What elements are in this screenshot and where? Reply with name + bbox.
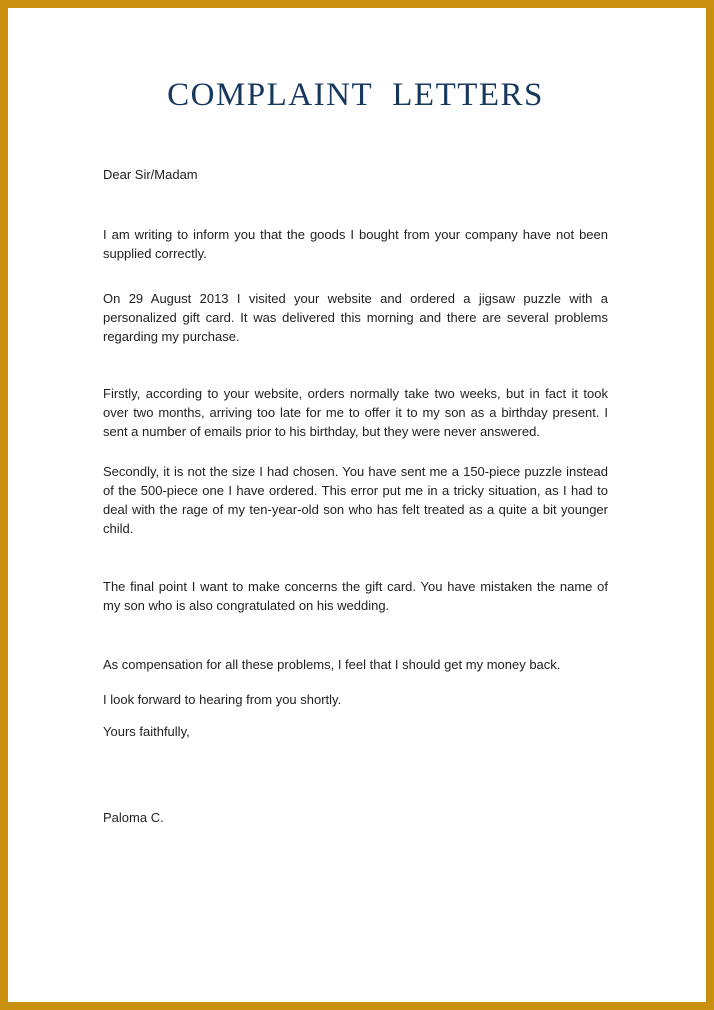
paragraph-secondly: Secondly, it is not the size I had chosen. You have sent me a 150-piece puzzle instead of the 500-piece one I have ordered. This error put me in a tricky situation, as I had to deal with the rage of my ten-year-old son who has felt treated as a quite a bit younger child. bbox=[103, 464, 608, 536]
signature: Paloma C. bbox=[103, 810, 164, 825]
letter-content bbox=[8, 76, 706, 1010]
paragraph-look-forward: I look forward to hearing from you shortly. bbox=[103, 692, 342, 707]
paragraph-order-details: On 29 August 2013 I visited your website and ordered a jigsaw puzzle with a personalized gift card. It was delivered this morning and there are several problems regarding my purchase. bbox=[103, 291, 608, 344]
paragraph-final-point: The final point I want to make concerns the gift card. You have mistaken the name of my son who is also congratulated on his wedding. bbox=[103, 579, 608, 613]
paragraph-firstly: Firstly, according to your website, orders normally take two weeks, but in fact it took over two months, arriving too late for me to offer it to my son as a birthday present. I sent a number of emails prior to his birthday, but they were never answered. bbox=[103, 386, 608, 439]
paragraph-compensation: As compensation for all these problems, I feel that I should get my money back. bbox=[103, 657, 561, 672]
page-title: COMPLAINT LETTERS bbox=[167, 77, 544, 113]
paragraph-intro: I am writing to inform you that the goods I bought from your company have not been supplied correctly. bbox=[103, 227, 608, 261]
salutation: Dear Sir/Madam bbox=[103, 167, 198, 182]
closing-valediction: Yours faithfully, bbox=[103, 724, 190, 739]
